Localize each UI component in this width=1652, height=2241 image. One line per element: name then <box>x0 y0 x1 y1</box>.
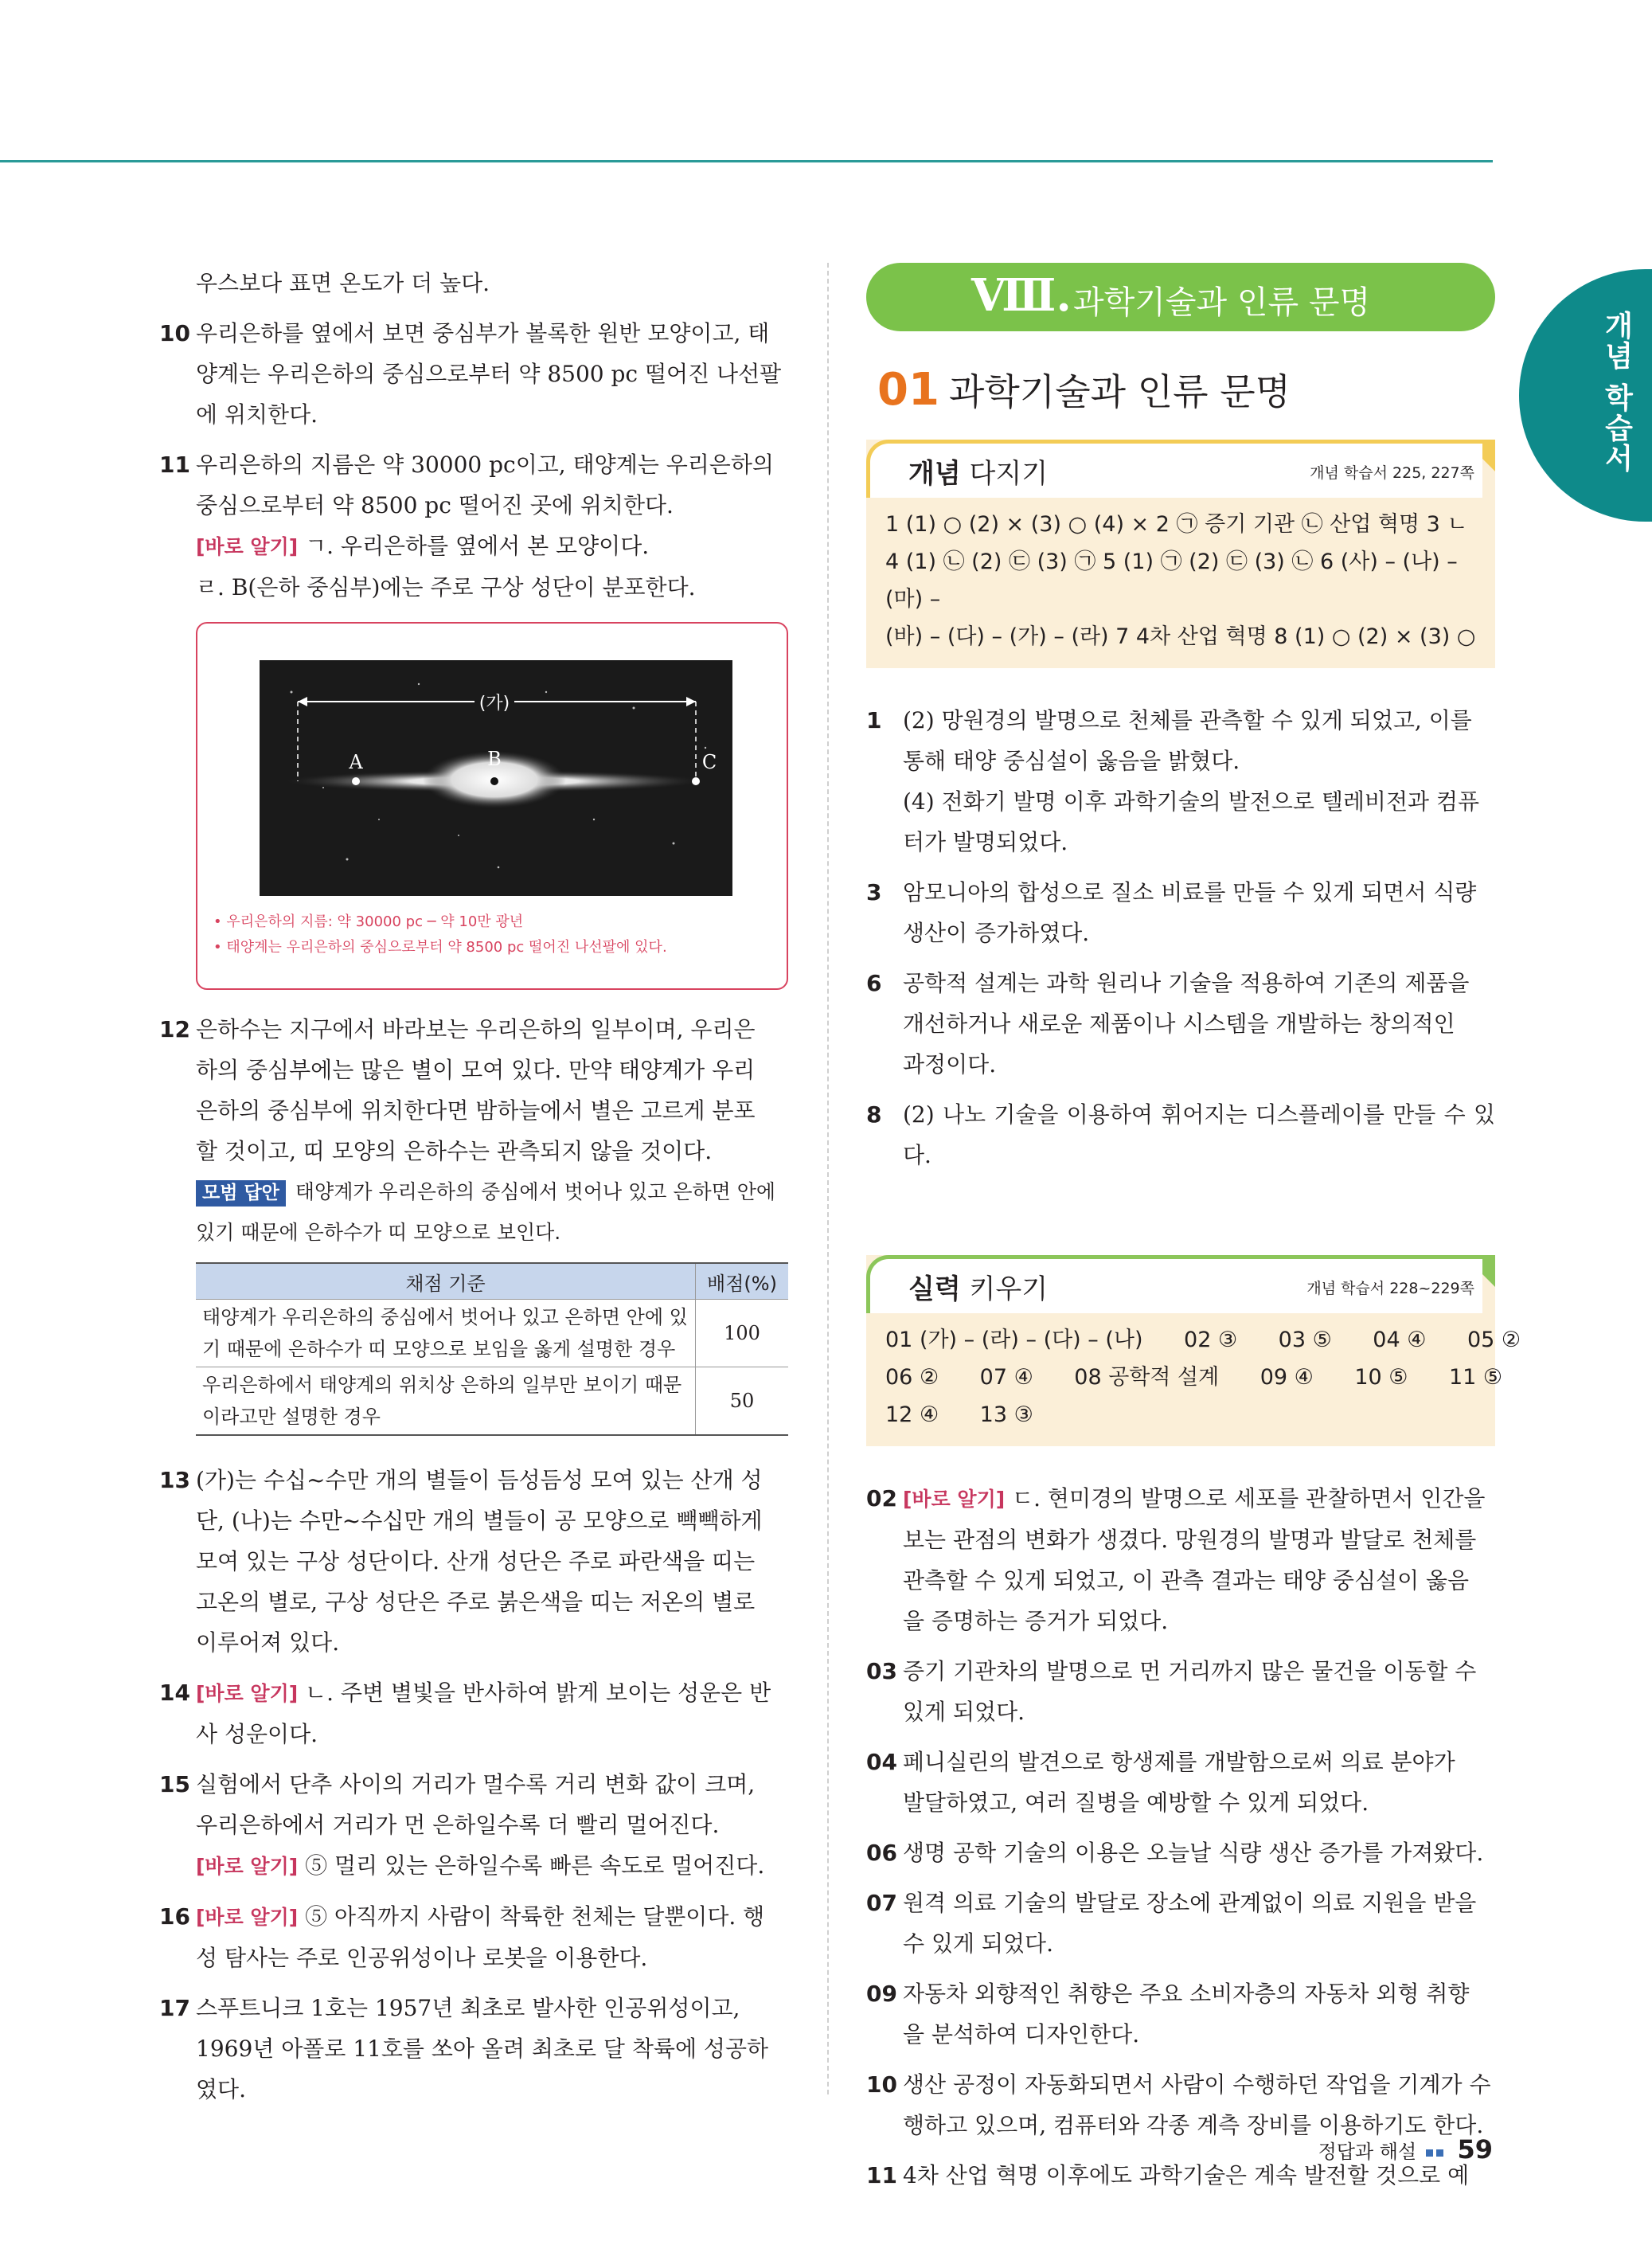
answer-13: 13 (가)는 수십~수만 개의 별들이 듬성듬성 모여 있는 산개 성 단, (나)는 수만~수십만 개의 별들이 공 모양으로 빽빽하게 모여 있는 구상 성단이다. 산개 성단은 주로 파란색을 띠는 고온의 별로, 구상 성단은 주로 붉은색을 띠는 저온의 별로 이루어져 있다. <box>159 1467 763 1656</box>
explanation-07: 07 원격 의료 기술의 발달로 장소에 관계없이 의료 지원을 받을 수 있게 되었다. <box>866 1890 1477 1957</box>
label-ga: (가) <box>478 694 510 714</box>
explanation-09: 09 자동차 외향적인 취향은 주요 소비자층의 자동차 외형 취향 을 분석하여 디자인한다. <box>866 1981 1470 2047</box>
explanation-04: 04 페니실린의 발견으로 항생제를 개발함으로써 의료 분야가 발달하였고, 여러 질병을 예방할 수 있게 되었다. <box>866 1749 1455 1816</box>
page-number: 59 <box>1457 2134 1493 2165</box>
table-row: 태양계가 우리은하의 중심에서 벗어나 있고 은하면 안에 있기 때문에 은하수가 띠 모양으로 보임을 옳게 설명한 경우 100 <box>196 1300 788 1367</box>
top-rule <box>0 160 1493 162</box>
chapter-banner <box>866 263 1495 331</box>
explanation-1: 1 (2) 망원경의 발명으로 천체를 관측할 수 있게 되었고, 이를 통해 태양 중심설이 옳음을 밝혔다. (4) 전화기 발명 이후 과학기술의 발전으로 텔레비전과 컴퓨 터가 발명되었다. <box>866 707 1480 855</box>
answer-15: 15 실험에서 단추 사이의 거리가 멀수록 거리 변화 값이 크며, 우리은하에서 거리가 먼 은하일수록 더 빨리 멀어진다. [바로 알기] ⑤ 멀리 있는 은하일수록 빠른 속도로 멀어진다. <box>159 1771 765 1879</box>
explanation-3: 3 암모니아의 합성으로 질소 비료를 만들 수 있게 되면서 식량 생산이 증가하였다. <box>866 879 1477 946</box>
right-column <box>866 263 1521 2196</box>
concept-check-answer-box: 개념 다지기 개념 학습서 225, 227쪽 1 (1) ○ (2) × (3) ○ (4) × 2 ㉠ 증기 기관 ㉡ 산업 혁명 3 ㄴ 4 (1) ㉡ (2) ㉢ (3) ㉠ 5 (1) ㉠ (2) ㉢ (3) ㉡ 6 (사) – (나) – (마) – (바) – (다) – (가) – (라) 7 4차 산업 혁명 8 (1) ○ (2) × (3) ○ <box>866 440 1495 668</box>
explanation-11: 11 4차 산업 혁명 이후에도 과학기술은 계속 발전할 것으로 예 <box>866 2162 1470 2188</box>
explanation-02: 02 [바로 알기] ㄷ. 현미경의 발명으로 세포를 관찰하면서 인간을 보는 관점의 변화가 생겼다. 망원경의 발명과 발달로 천체를 관측할 수 있게 되었고, 이 관측 결과는 태양 중심설이 옳음 을 증명하는 증거가 되었다. <box>866 1485 1486 1634</box>
answer-12: 12 은하수는 지구에서 바라보는 우리은하의 일부이며, 우리은 하의 중심부에는 많은 별이 모여 있다. 만약 태양계가 우리 은하의 중심부에 위치한다면 밤하늘에서 별은 고르게 분포 할 것이고, 띠 모양의 은하수는 관측되지 않을 것이다. 모범 답안 태양계가 우리은하의 중심에서 벗어나 있고 은하면 안에 있기 때문에 은하수가 띠 모양으로 보인다. <box>159 1016 776 1244</box>
skill-building-answer-box: 실력 키우기 개념 학습서 228~229쪽 01 (가) – (라) – (다) – (나) 02 ③ 03 ⑤ 04 ④ 05 ② 06 ② 07 ④ 08 공학적 설계 09 ④ 10 ⑤ 11 ⑤ 12 ④ 13 ③ <box>866 1255 1495 1446</box>
galaxy-side-view-image <box>260 660 732 896</box>
hint-label: [바로 알기] <box>196 535 299 558</box>
answer-14: 14 [바로 알기] ㄴ. 주변 별빛을 반사하여 밝게 보이는 성운은 반 사 성운이다. <box>159 1680 771 1747</box>
explanation-03: 03 증기 기관차의 발명으로 먼 거리까지 많은 물건을 이동할 수 있게 되었다. <box>866 1658 1477 1725</box>
figure-note-2: • 태양계는 우리은하의 중심으로부터 약 8500 pc 떨어진 나선팔에 있다. <box>213 939 667 956</box>
point-c-label: C <box>701 751 717 773</box>
column-divider <box>827 263 829 2094</box>
answer-16: 16 [바로 알기] ⑤ 아직까지 사람이 착륙한 천체는 달뿐이다. 행 성 탐사는 주로 인공위성이나 로봇을 이용한다. <box>159 1903 765 1971</box>
side-tab-label: 개념 학습서 <box>1600 311 1633 474</box>
score-header: 배점(%) <box>696 1263 789 1300</box>
explanation-8: 8 (2) 나노 기술을 이용하여 휘어지는 디스플레이를 만들 수 있다. <box>866 1101 1495 1168</box>
left-column <box>159 263 788 2110</box>
chapter-title: 과학기술과 인류 문명 <box>1073 284 1371 321</box>
page-footer <box>1318 2134 1493 2165</box>
explanation-06: 06 생명 공학 기술의 이용은 오늘날 식량 생산 증가를 가져왔다. <box>866 1840 1484 1866</box>
answer-11: 11 우리은하의 지름은 약 30000 pc이고, 태양계는 우리은하의 중심으로부터 약 8500 pc 떨어진 곳에 위치한다. [바로 알기] ㄱ. 우리은하를 옆에서 본 모양이다. ㄹ. B(은하 중심부)에는 주로 구상 성단이 분포한다. <box>159 452 774 600</box>
figure-note-1: • 우리은하의 지름: 약 30000 pc ─ 약 10만 광년 <box>213 913 524 930</box>
point-b-label: B <box>487 748 502 770</box>
explanation-6: 6 공학적 설계는 과학 원리나 기술을 적용하여 기존의 제품을 개선하거나 새로운 제품이나 시스템을 개발하는 창의적인 과정이다. <box>866 970 1470 1077</box>
answer-17: 17 스푸트니크 1호는 1957년 최초로 발사한 인공위성이고, 1969년 아폴로 11호를 쏘아 올려 최초로 달 착륙에 성공하 였다. <box>159 1995 769 2102</box>
table-row: 우리은하에서 태양계의 위치상 은하의 일부만 보이기 때문이라고만 설명한 경우 50 <box>196 1367 788 1436</box>
scoring-table <box>196 1262 788 1436</box>
scoring-criteria-header: 채점 기준 <box>196 1263 696 1300</box>
point-a-label: A <box>349 751 363 773</box>
model-answer-badge: 모범 답안 <box>196 1180 286 1207</box>
galaxy-figure-box <box>196 622 788 990</box>
footer-label: 정답과 해설 <box>1318 2141 1417 2163</box>
chapter-number: Ⅷ. <box>971 269 1072 322</box>
box-reference: 개념 학습서 228~229쪽 <box>1306 1280 1474 1297</box>
answer-10: 10 우리은하를 옆에서 보면 중심부가 볼록한 원반 모양이고, 태 양계는 우리은하의 중심으로부터 약 8500 pc 떨어진 나선팔 에 위치한다. <box>159 320 782 428</box>
box-reference: 개념 학습서 225, 227쪽 <box>1310 464 1474 482</box>
intro-line: 우스보다 표면 온도가 더 높다. <box>196 270 490 296</box>
explanation-10: 10 생산 공정이 자동화되면서 사람이 수행하던 작업을 기계가 수 행하고 있으며, 컴퓨터와 각종 계측 장비를 이용하기도 한다. <box>866 2071 1491 2138</box>
section-title: 01 과학기술과 인류 문명 <box>877 364 1291 416</box>
